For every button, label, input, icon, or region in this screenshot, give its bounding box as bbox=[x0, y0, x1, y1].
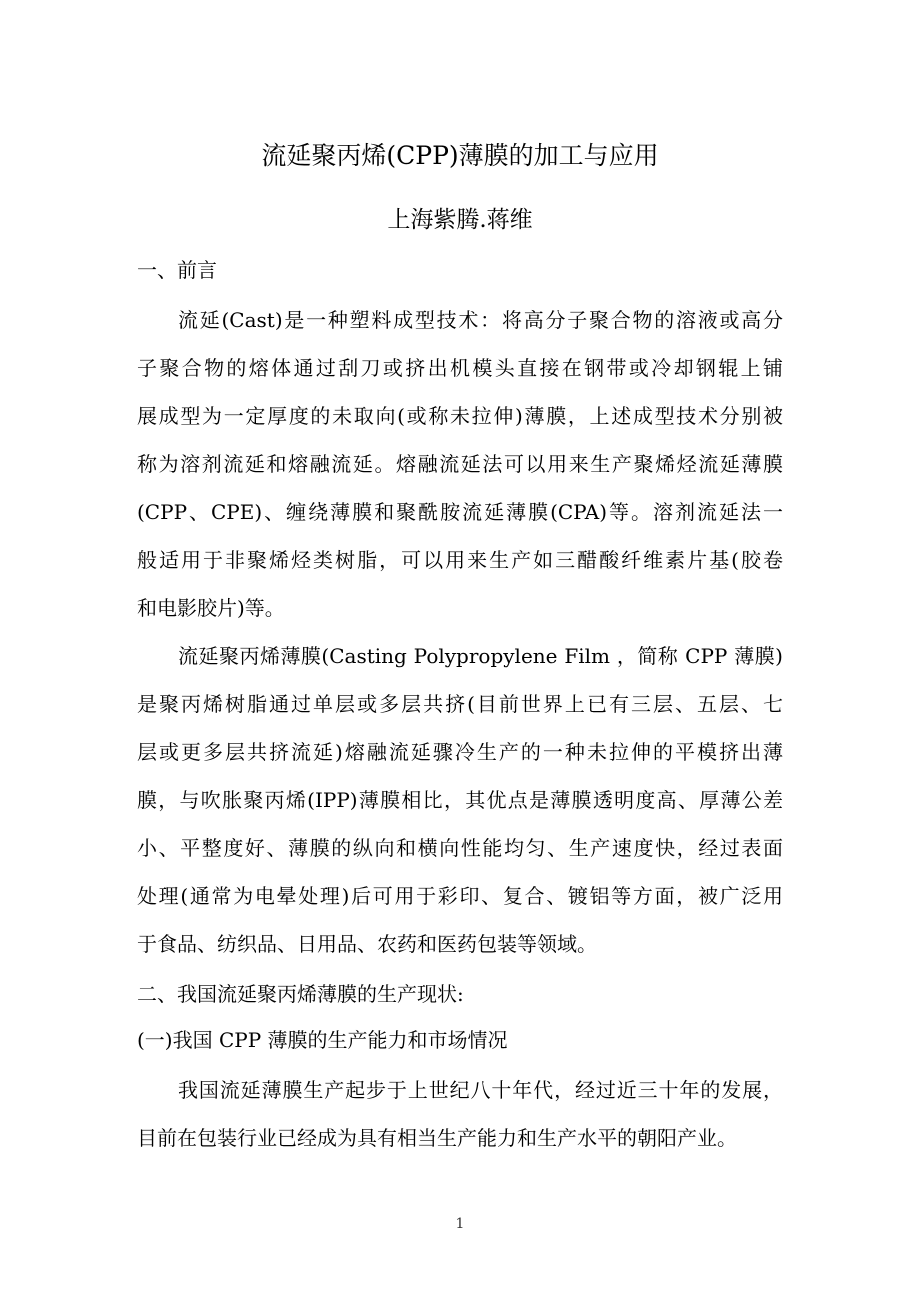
paragraph-line: 我国流延薄膜生产起步于上世纪八十年代，经过近三十年的发展， bbox=[178, 1078, 783, 1102]
paragraph-china-cast-film bbox=[137, 1066, 783, 1162]
paragraph-line: 于食品、纺织品、日用品、农药和医药包装等领域。 bbox=[137, 932, 597, 956]
paragraph-line: 称为溶剂流延和熔融流延。熔融流延法可以用来生产聚烯烃流延薄膜 bbox=[137, 452, 783, 476]
section-heading-production-status: 二、我国流延聚丙烯薄膜的生产现状: bbox=[137, 982, 464, 1006]
document-title: 流延聚丙烯(CPP)薄膜的加工与应用 bbox=[261, 141, 659, 170]
page-number: 1 bbox=[455, 1216, 465, 1232]
paragraph-line: 膜，与吹胀聚丙烯(IPP)薄膜相比，其优点是薄膜透明度高、厚薄公差 bbox=[137, 788, 783, 812]
paragraph-line: 层或更多层共挤流延)熔融流延骤冷生产的一种未拉伸的平模挤出薄 bbox=[137, 740, 783, 764]
paragraph-line: 和电影胶片)等。 bbox=[137, 596, 285, 620]
paragraph-line: 流延聚丙烯薄膜(Casting Polypropylene Film ，简称 CPP 薄膜) bbox=[178, 644, 783, 668]
document-author: 上海紫腾.蒋维 bbox=[387, 207, 533, 233]
paragraph-line: 子聚合物的熔体通过刮刀或挤出机模头直接在钢带或冷却钢辊上铺 bbox=[137, 356, 783, 380]
paragraph-line: 展成型为一定厚度的未取向(或称未拉伸)薄膜，上述成型技术分别被 bbox=[137, 404, 783, 428]
paragraph-line: (CPP、CPE)、缠绕薄膜和聚酰胺流延薄膜(CPA)等。溶剂流延法一 bbox=[137, 500, 783, 524]
paragraph-line: 目前在包装行业已经成为具有相当生产能力和生产水平的朝阳产业。 bbox=[137, 1126, 737, 1150]
paragraph-line: 处理(通常为电晕处理)后可用于彩印、复合、镀铝等方面，被广泛用 bbox=[137, 884, 783, 908]
subsection-heading-capacity-market: (一)我国 CPP 薄膜的生产能力和市场情况 bbox=[137, 1028, 508, 1052]
paragraph-line: 般适用于非聚烯烃类树脂，可以用来生产如三醋酸纤维素片基(胶卷 bbox=[137, 548, 783, 572]
paragraph-line: 是聚丙烯树脂通过单层或多层共挤(目前世界上已有三层、五层、七 bbox=[137, 692, 783, 716]
section-heading-preface: 一、前言 bbox=[137, 258, 217, 282]
paragraph-cpp-definition bbox=[137, 632, 783, 968]
paragraph-cast-intro bbox=[137, 296, 783, 632]
paragraph-line: 小、平整度好、薄膜的纵向和横向性能均匀、生产速度快，经过表面 bbox=[137, 836, 783, 860]
paragraph-line: 流延(Cast)是一种塑料成型技术：将高分子聚合物的溶液或高分 bbox=[178, 308, 783, 332]
